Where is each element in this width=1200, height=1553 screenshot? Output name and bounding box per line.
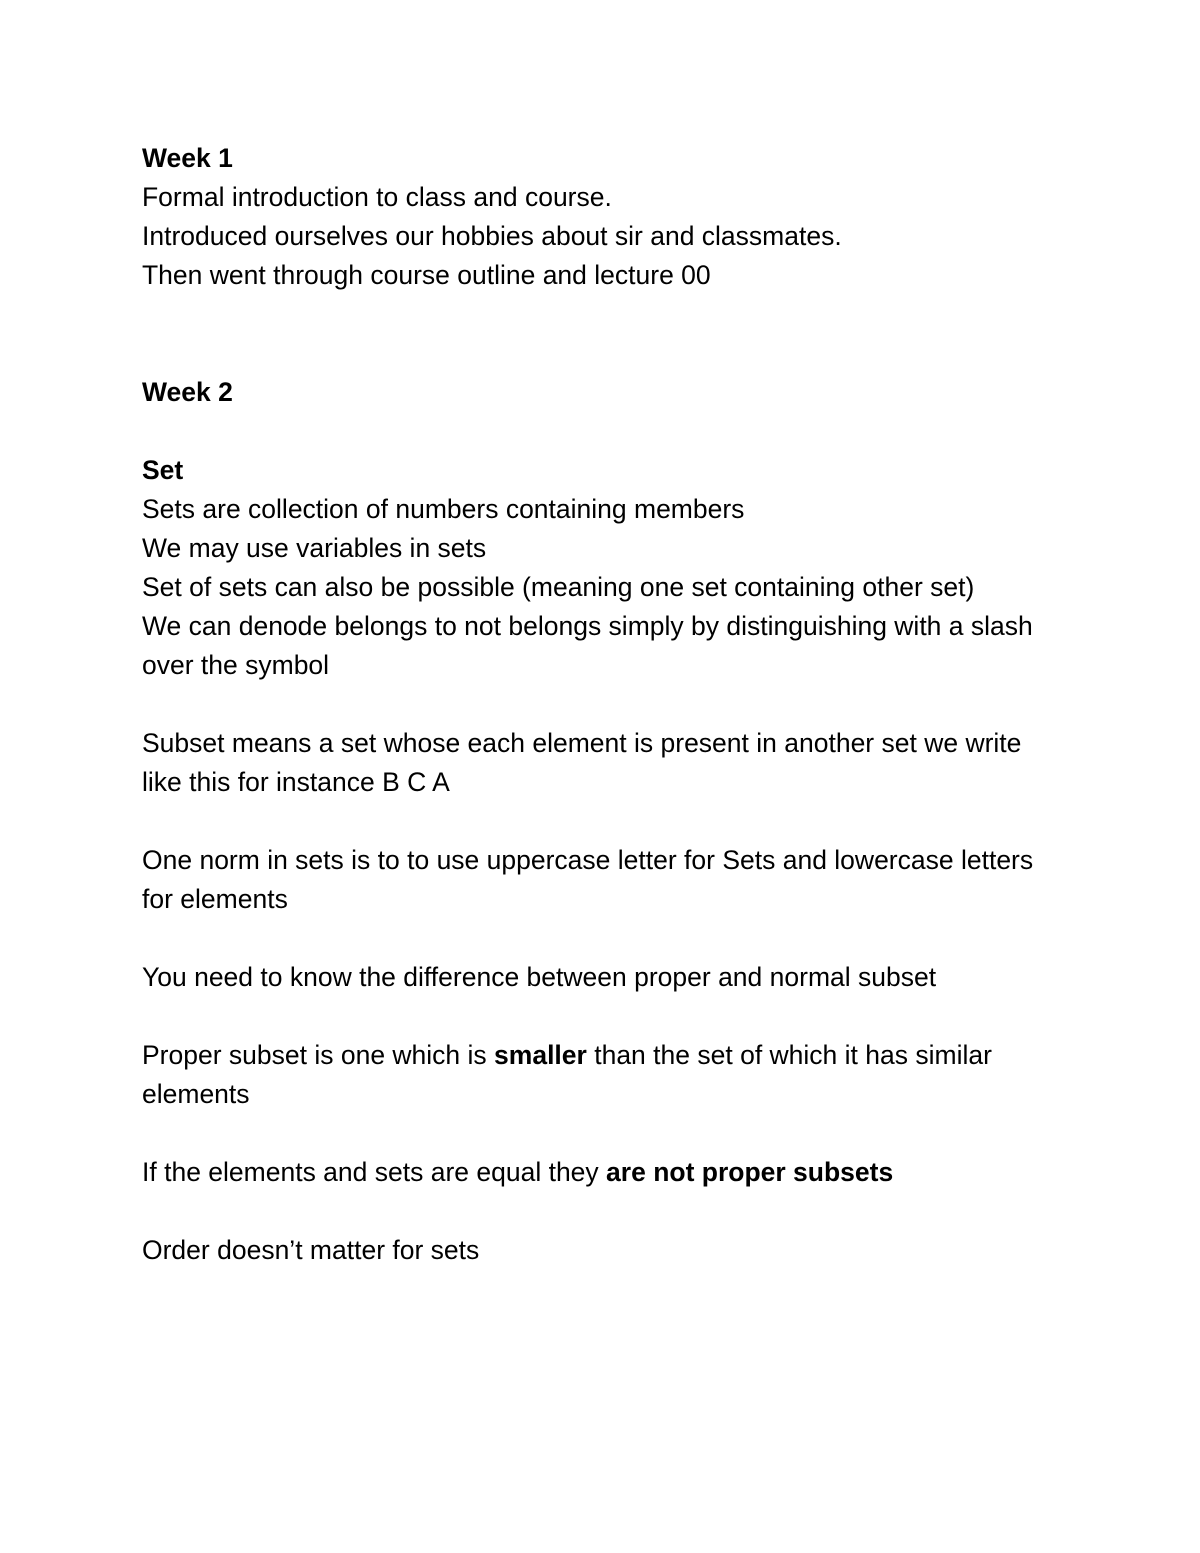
- week-1-line-2: Introduced ourselves our hobbies about sir and classmates.: [142, 221, 842, 251]
- equal-sets-paragraph: [142, 1153, 1067, 1192]
- proper-subset-paragraph: [142, 1036, 1067, 1114]
- spacer: [142, 412, 1100, 451]
- set-line-3: Set of sets can also be possible (meaning one set containing other set): [142, 572, 975, 602]
- spacer: [142, 1114, 1100, 1153]
- set-line-4: We can denode belongs to not belongs simply by distinguishing with a slash over the symbol: [142, 611, 1033, 680]
- week-2-heading: Week 2: [142, 377, 233, 407]
- set-line-1: Sets are collection of numbers containing members: [142, 494, 745, 524]
- week-1-heading: Week 1: [142, 143, 233, 173]
- week-1-line-3: Then went through course outline and lecture 00: [142, 260, 711, 290]
- spacer: [142, 997, 1100, 1036]
- spacer: [142, 334, 1100, 373]
- difference-paragraph: You need to know the difference between proper and normal subset: [142, 962, 937, 992]
- proper-subset-text-before: Proper subset is one which is: [142, 1040, 495, 1070]
- spacer: [142, 1192, 1100, 1231]
- proper-subset-text-after: than the set of which it has similar elements: [142, 1040, 992, 1109]
- spacer: [142, 802, 1100, 841]
- spacer: [142, 919, 1100, 958]
- order-paragraph: Order doesn’t matter for sets: [142, 1235, 480, 1265]
- equal-sets-bold-text: are not proper subsets: [606, 1157, 894, 1187]
- subset-paragraph: Subset means a set whose each element is present in another set we write like this for instance B C A: [142, 728, 1022, 797]
- set-heading: Set: [142, 455, 184, 485]
- week-1-line-1: Formal introduction to class and course.: [142, 182, 612, 212]
- set-line-2: We may use variables in sets: [142, 533, 487, 563]
- spacer: [142, 685, 1100, 724]
- proper-subset-bold-word: smaller: [494, 1040, 587, 1070]
- norm-paragraph: One norm in sets is to to use uppercase letter for Sets and lowercase letters for elements: [142, 845, 1034, 914]
- equal-sets-text-before: If the elements and sets are equal they: [142, 1157, 607, 1187]
- spacer: [142, 295, 1100, 334]
